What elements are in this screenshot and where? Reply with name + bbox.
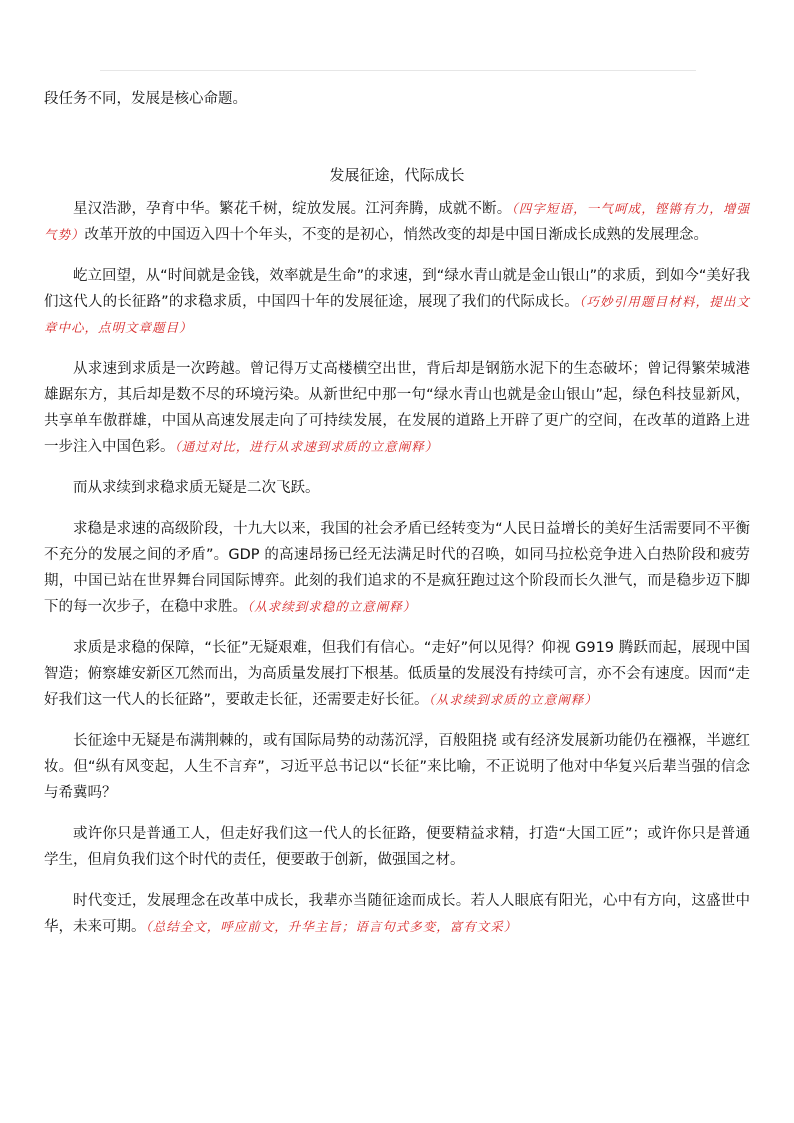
paragraph-2 [44, 263, 750, 341]
annotation-note: （巧妙引用题目材料，提出文章中心，点明文章题目） [44, 294, 750, 335]
paragraph-text: 星汉浩渺，孕育中华。繁花千树，绽放发展。江河奔腾，成就不断。 [73, 201, 512, 217]
annotation-note: （从求续到求稳的立意阐释） [247, 599, 417, 614]
annotation-note: （四字短语，一气呵成，铿锵有力，增强气势） [44, 201, 750, 242]
essay-title: 发展征途，代际成长 [329, 166, 465, 184]
continuation-line: 段任务不同，发展是核心命题。 [44, 91, 247, 107]
paragraph-text: 而从求续到求稳求质无疑是二次飞跃。 [73, 480, 320, 496]
paragraph-text: 时代变迁，发展理念在改革中成长，我辈亦当随征途而成长。若人人眼底有阳光，心中有方向，这盛世中华，未来可期。 [44, 893, 750, 935]
annotation-note: （总结全文，呼应前文，升华主旨；语言句式多变，富有文采） [145, 919, 518, 934]
paragraph-3 [44, 356, 750, 460]
paragraph-text: 从求速到求质是一次跨越。曾记得万丈高楼横空出世，背后却是钢筋水泥下的生态破坏；曾记得繁荣城港雄踞东方，其后却是数不尽的环境污染。从新世纪中那一句“绿水青山也就是金山银山”起，绿色科技显新风，共享单车傲群雄，中国从高速发展走向了可持续发展，在发展的道路上开辟了更广的空间，在改革的道路上进一步注入中国色彩。 [44, 361, 750, 455]
paragraph-5 [44, 516, 750, 620]
essay-body [44, 86, 750, 955]
paragraph-text: 求稳是求速的高级阶段，十九大以来，我国的社会矛盾已经转变为“人民日益增长的美好生活需要同不平衡不充分的发展之间的矛盾”。GDP 的高速昂扬已经无法满足时代的召唤，如同马拉松竞争进入白热阶段和疲劳期，中国已站在世界舞台同国际博弈。此刻的我们追求的不是疯狂跑过这个阶段而长久泄气，而是稳步迈下脚下的每一次步子，在稳中求胜。 [44, 521, 750, 615]
paragraph-1 [44, 196, 750, 248]
paragraph-9 [44, 888, 750, 940]
paragraph-text: 长征途中无疑是布满荆棘的，或有国际局势的动荡沉浮，百般阻挠 或有经济发展新功能仍在襁褓，半遮红妆。但“纵有风变起，人生不言弃”，习近平总书记以“长征”来比喻，不正说明了他对中华复兴后辈当强的信念与希冀吗？ [44, 733, 750, 801]
paragraph-4 [44, 475, 750, 501]
top-divider [100, 70, 696, 71]
paragraph-text-tail: 改革开放的中国迈入四十个年头，不变的是初心，悄然改变的却是中国日渐成长成熟的发展理念。 [84, 227, 709, 243]
annotation-note: （通过对比，进行从求速到求质的立意阐释） [174, 439, 439, 454]
paragraph-text: 或许你只是普通工人，但走好我们这一代人的长征路，便要精益求精，打造“大国工匠”；或许你只是普通学生，但肩负我们这个时代的责任，便要敢于创新，做强国之材。 [44, 826, 750, 868]
paragraph-8 [44, 821, 750, 873]
paragraph-6 [44, 635, 750, 713]
paragraph-7 [44, 728, 750, 806]
paragraph-text: 屹立回望，从“时间就是金钱，效率就是生命”的求速，到“绿水青山就是金山银山”的求质，到如今“美好我们这代人的长征路”的求稳求质，中国四十年的发展征途，展现了我们的代际成长。 [44, 268, 750, 310]
annotation-note: （从求续到求质的立意阐释） [428, 692, 598, 707]
paragraph-text: 求质是求稳的保障，“长征”无疑艰难，但我们有信心。“走好”何以见得？仰视 G919 腾跃而起，展现中国智造；俯察雄安新区兀然而出，为高质量发展打下根基。低质量的发展没有持续可言，亦不会有速度。因而“走好我们这一代人的长征路”，要敢走长征，还需要走好长征。 [44, 640, 750, 708]
